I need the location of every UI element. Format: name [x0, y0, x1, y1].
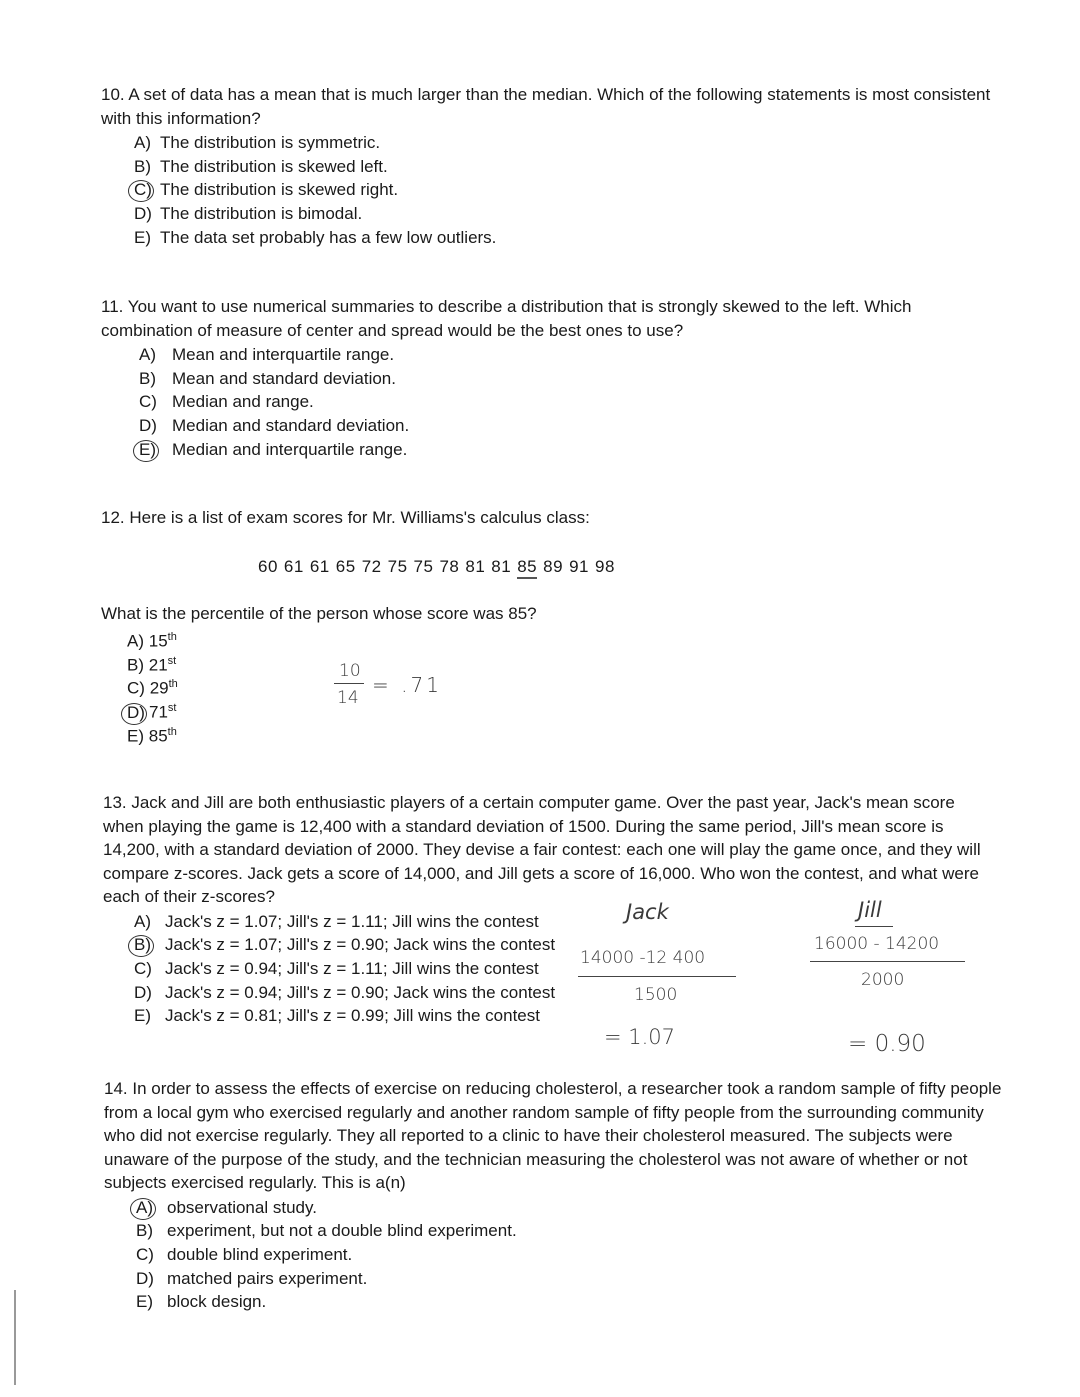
score-value: 81	[491, 557, 512, 576]
q12-options	[127, 626, 178, 744]
q10-option-b: B) The distribution is skewed left.	[134, 156, 388, 176]
q11-option-b: B) Mean and standard deviation.	[139, 368, 396, 388]
label-underline	[855, 926, 893, 927]
q10-option-c-selected: C) The distribution is skewed right.	[134, 178, 1006, 202]
score-value: 98	[594, 557, 615, 576]
answer-circle-icon: A)	[136, 1196, 167, 1220]
question-14-stem: 14. In order to assess the effects of exercise on reducing cholesterol, a researcher took a random sample of fifty people from a local gym who exercised regularly and another random sample of fifty people from the surrounding community who did not exercise regularly. They all reported to a clinic to have their cholesterol measured. The subjects were unaware of the purpose of the study, and the technician measuring the cholesterol was not aware of whether or not subjects exercised regularly. This is a(n)	[104, 1079, 1002, 1192]
answer-circle-icon: B)	[134, 933, 165, 957]
question-11-stem: 11. You want to use numerical summaries to describe a distribution that is strongly skewed to the left. Which combination of measure of center and spread would be the best ones to use?	[101, 297, 912, 340]
score-value: 72	[361, 557, 382, 576]
answer-circle-icon: D)	[127, 701, 149, 725]
score-value: 91	[569, 557, 589, 576]
q14-option-d: D) matched pairs experiment.	[136, 1268, 368, 1288]
score-value: 60	[258, 557, 278, 576]
score-value: 89	[543, 557, 564, 576]
q14-option-a-selected: A) observational study.	[136, 1196, 1004, 1220]
q12-option-c: C) 29th	[127, 678, 178, 699]
q13-option-a: A) Jack's z = 1.07; Jill's z = 1.11; Jill wins the contest	[134, 911, 539, 931]
q13-work-jack-numerator: 14000 -12 400	[580, 948, 706, 968]
score-value: 81	[465, 557, 486, 576]
score-value: 75	[387, 557, 408, 576]
score-value: 65	[335, 557, 356, 576]
q13-work-jack-denominator: 1500	[634, 985, 678, 1005]
q14-option-e: E) block design.	[136, 1292, 267, 1312]
q11-option-d: D) Median and standard deviation.	[139, 416, 410, 436]
question-11	[101, 295, 1006, 461]
question-10	[101, 83, 1006, 249]
question-14	[104, 1077, 1004, 1314]
score-value-underlined: 85	[517, 557, 537, 579]
q13-option-e: E) Jack's z = 0.81; Jill's z = 0.99; Jill wins the contest	[134, 1006, 540, 1026]
fraction-bar	[578, 976, 736, 977]
q12-work-result: = .71	[372, 673, 442, 697]
answer-circle-icon: C)	[134, 178, 160, 202]
score-value: 61	[283, 557, 304, 576]
q13-option-b-selected: B) Jack's z = 1.07; Jill's z = 0.90; Jack wins the contest	[134, 933, 998, 957]
q13-option-c: C) Jack's z = 0.94; Jill's z = 1.11; Jill wins the contest	[134, 958, 539, 978]
exam-score-list	[258, 557, 621, 579]
q12-option-d-selected: D) 71st	[127, 697, 178, 721]
q13-option-d: D) Jack's z = 0.94; Jill's z = 0.90; Jack wins the contest	[134, 982, 556, 1002]
q11-option-a: A) Mean and interquartile range.	[139, 345, 395, 364]
question-13-stem: 13. Jack and Jill are both enthusiastic players of a certain computer game. Over the past year, Jack's mean score when playing the game is 12,400 with a standard deviation of 1500. During the same period, Jill's mean score is 14,200, with a standard deviation of 2000. They devise a fair contest: each one will play the game once, and they will compare z-scores. Jack gets a score of 14,000, and Jill gets a score of 16,000. Who won the contest, and what were each of their z-scores?	[103, 793, 981, 906]
score-value: 78	[439, 557, 460, 576]
q12-work-numerator: 10	[339, 661, 361, 681]
question-12-prompt: What is the percentile of the person whose score was 85?	[101, 604, 537, 623]
q13-work-jill-label: Jill	[858, 898, 882, 922]
q12-option-e: E) 85th	[127, 725, 177, 746]
q11-option-c: C) Median and range.	[139, 392, 314, 412]
fraction-bar	[810, 961, 965, 962]
question-12-stem: 12. Here is a list of exam scores for Mr. Williams's calculus class:	[101, 508, 590, 527]
q11-option-e-selected: E) Median and interquartile range.	[139, 438, 1006, 462]
q10-option-e: E) The data set probably has a few low outliers.	[134, 227, 497, 247]
question-10-stem: 10. A set of data has a mean that is much larger than the median. Which of the following statements is most consistent with this information?	[101, 85, 991, 128]
q12-work-denominator: 14	[337, 688, 359, 708]
answer-circle-icon: E)	[139, 438, 172, 462]
q12-option-a: A) 15th	[127, 631, 177, 651]
scan-edge-line	[14, 1290, 16, 1385]
q13-work-jack-label: Jack	[626, 900, 669, 924]
score-value: 75	[413, 557, 434, 576]
q13-work-jack-result: = 1.07	[604, 1025, 676, 1049]
q13-work-jill-result: = 0.90	[848, 1031, 926, 1057]
q13-work-jill-denominator: 2000	[861, 970, 905, 990]
score-value: 61	[309, 557, 330, 576]
q14-option-c: C) double blind experiment.	[136, 1244, 353, 1264]
q10-option-a: A) The distribution is symmetric.	[134, 133, 381, 152]
q10-option-d: D) The distribution is bimodal.	[134, 204, 363, 224]
q13-work-jill-numerator: 16000 - 14200	[814, 934, 940, 954]
fraction-bar	[334, 683, 364, 684]
q12-option-b: B) 21st	[127, 654, 177, 675]
q14-option-b: B) experiment, but not a double blind experiment.	[136, 1221, 517, 1241]
